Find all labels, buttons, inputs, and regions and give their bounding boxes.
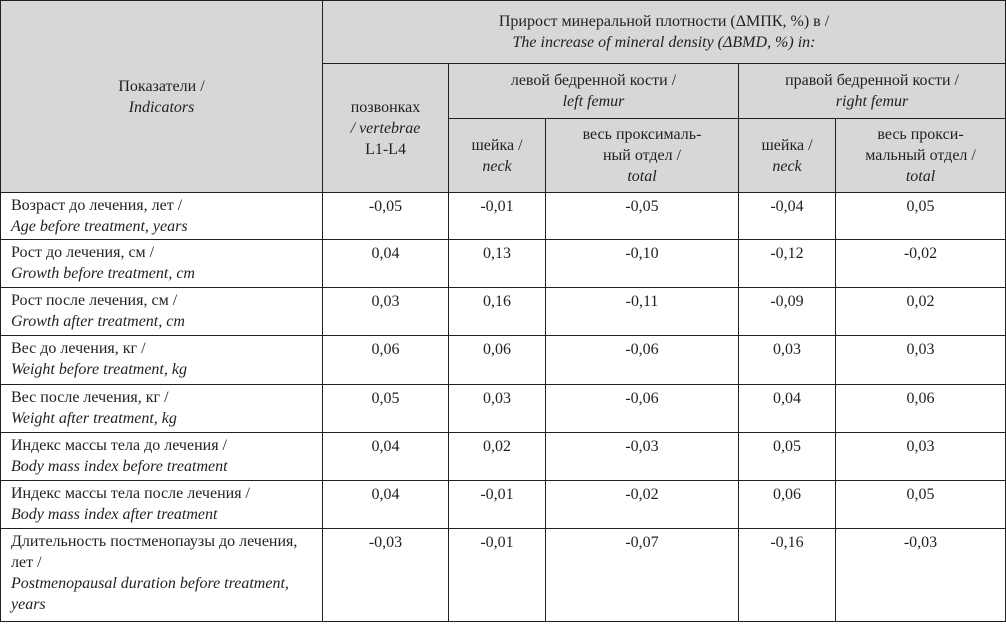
- value-left-total: -0,06: [546, 336, 739, 385]
- value-left-neck: 0,03: [449, 385, 546, 433]
- value-left-total: -0,06: [546, 385, 739, 433]
- table-row: [1, 433, 1006, 481]
- value-right-total: 0,02: [836, 288, 1006, 336]
- header-right-total: весь прокси- мальный отдел / total: [836, 119, 1006, 193]
- value-vertebrae: 0,04: [323, 433, 449, 481]
- value-right-neck: 0,03: [739, 336, 836, 385]
- table-row: [1, 385, 1006, 433]
- header-mineral-density-increase: Прирост минеральной плотности (ΔМПК, %) в / The increase of mineral density (ΔBMD, %) in:: [323, 1, 1006, 64]
- header-left-total: весь проксималь- ный отдел / total: [546, 119, 739, 193]
- value-left-total: -0,02: [546, 481, 739, 529]
- value-left-neck: 0,02: [449, 433, 546, 481]
- header-right-neck: шейка / neck: [739, 119, 836, 193]
- value-right-neck: 0,05: [739, 433, 836, 481]
- table-row: [1, 288, 1006, 336]
- indicator-cell: Рост до лечения, см / Growth before treatment, cm: [1, 240, 323, 288]
- value-left-total: -0,05: [546, 193, 739, 240]
- header-left-neck: шейка / neck: [449, 119, 546, 193]
- indicator-cell: Индекс массы тела до лечения / Body mass index before treatment: [1, 433, 323, 481]
- table-row: [1, 529, 1006, 622]
- value-right-neck: 0,06: [739, 481, 836, 529]
- value-left-neck: -0,01: [449, 193, 546, 240]
- value-vertebrae: 0,04: [323, 240, 449, 288]
- value-right-total: 0,06: [836, 385, 1006, 433]
- table-row: [1, 336, 1006, 385]
- value-left-neck: 0,06: [449, 336, 546, 385]
- value-right-total: -0,03: [836, 529, 1006, 622]
- value-left-total: -0,11: [546, 288, 739, 336]
- header-left-femur: левой бедренной кости / left femur: [449, 64, 739, 119]
- value-left-neck: -0,01: [449, 529, 546, 622]
- value-vertebrae: -0,05: [323, 193, 449, 240]
- value-vertebrae: -0,03: [323, 529, 449, 622]
- header-right-femur: правой бедренной кости / right femur: [739, 64, 1006, 119]
- value-right-total: 0,03: [836, 433, 1006, 481]
- value-vertebrae: 0,04: [323, 481, 449, 529]
- header-indicators: Показатели / Indicators: [1, 1, 323, 193]
- table-row: [1, 193, 1006, 240]
- value-right-total: 0,05: [836, 193, 1006, 240]
- value-right-total: 0,05: [836, 481, 1006, 529]
- value-right-neck: 0,04: [739, 385, 836, 433]
- value-right-neck: -0,04: [739, 193, 836, 240]
- value-left-neck: 0,16: [449, 288, 546, 336]
- indicator-cell: Рост после лечения, см / Growth after treatment, cm: [1, 288, 323, 336]
- indicator-cell: Длительность постменопаузы до лечения, лет / Postmenopausal duration before treatment, years: [1, 529, 323, 622]
- header-vertebrae: позвонках / vertebrae L1-L4: [323, 64, 449, 193]
- value-vertebrae: 0,03: [323, 288, 449, 336]
- value-vertebrae: 0,06: [323, 336, 449, 385]
- table-row: [1, 481, 1006, 529]
- value-right-neck: -0,16: [739, 529, 836, 622]
- indicator-cell: Индекс массы тела после лечения / Body mass index after treatment: [1, 481, 323, 529]
- value-left-total: -0,10: [546, 240, 739, 288]
- indicator-cell: Возраст до лечения, лет / Age before treatment, years: [1, 193, 323, 240]
- value-right-total: 0,03: [836, 336, 1006, 385]
- value-right-total: -0,02: [836, 240, 1006, 288]
- table-row: [1, 240, 1006, 288]
- indicator-cell: Вес после лечения, кг / Weight after treatment, kg: [1, 385, 323, 433]
- value-left-neck: -0,01: [449, 481, 546, 529]
- value-vertebrae: 0,05: [323, 385, 449, 433]
- indicator-cell: Вес до лечения, кг / Weight before treatment, kg: [1, 336, 323, 385]
- value-left-total: -0,07: [546, 529, 739, 622]
- value-right-neck: -0,09: [739, 288, 836, 336]
- value-left-neck: 0,13: [449, 240, 546, 288]
- value-left-total: -0,03: [546, 433, 739, 481]
- value-right-neck: -0,12: [739, 240, 836, 288]
